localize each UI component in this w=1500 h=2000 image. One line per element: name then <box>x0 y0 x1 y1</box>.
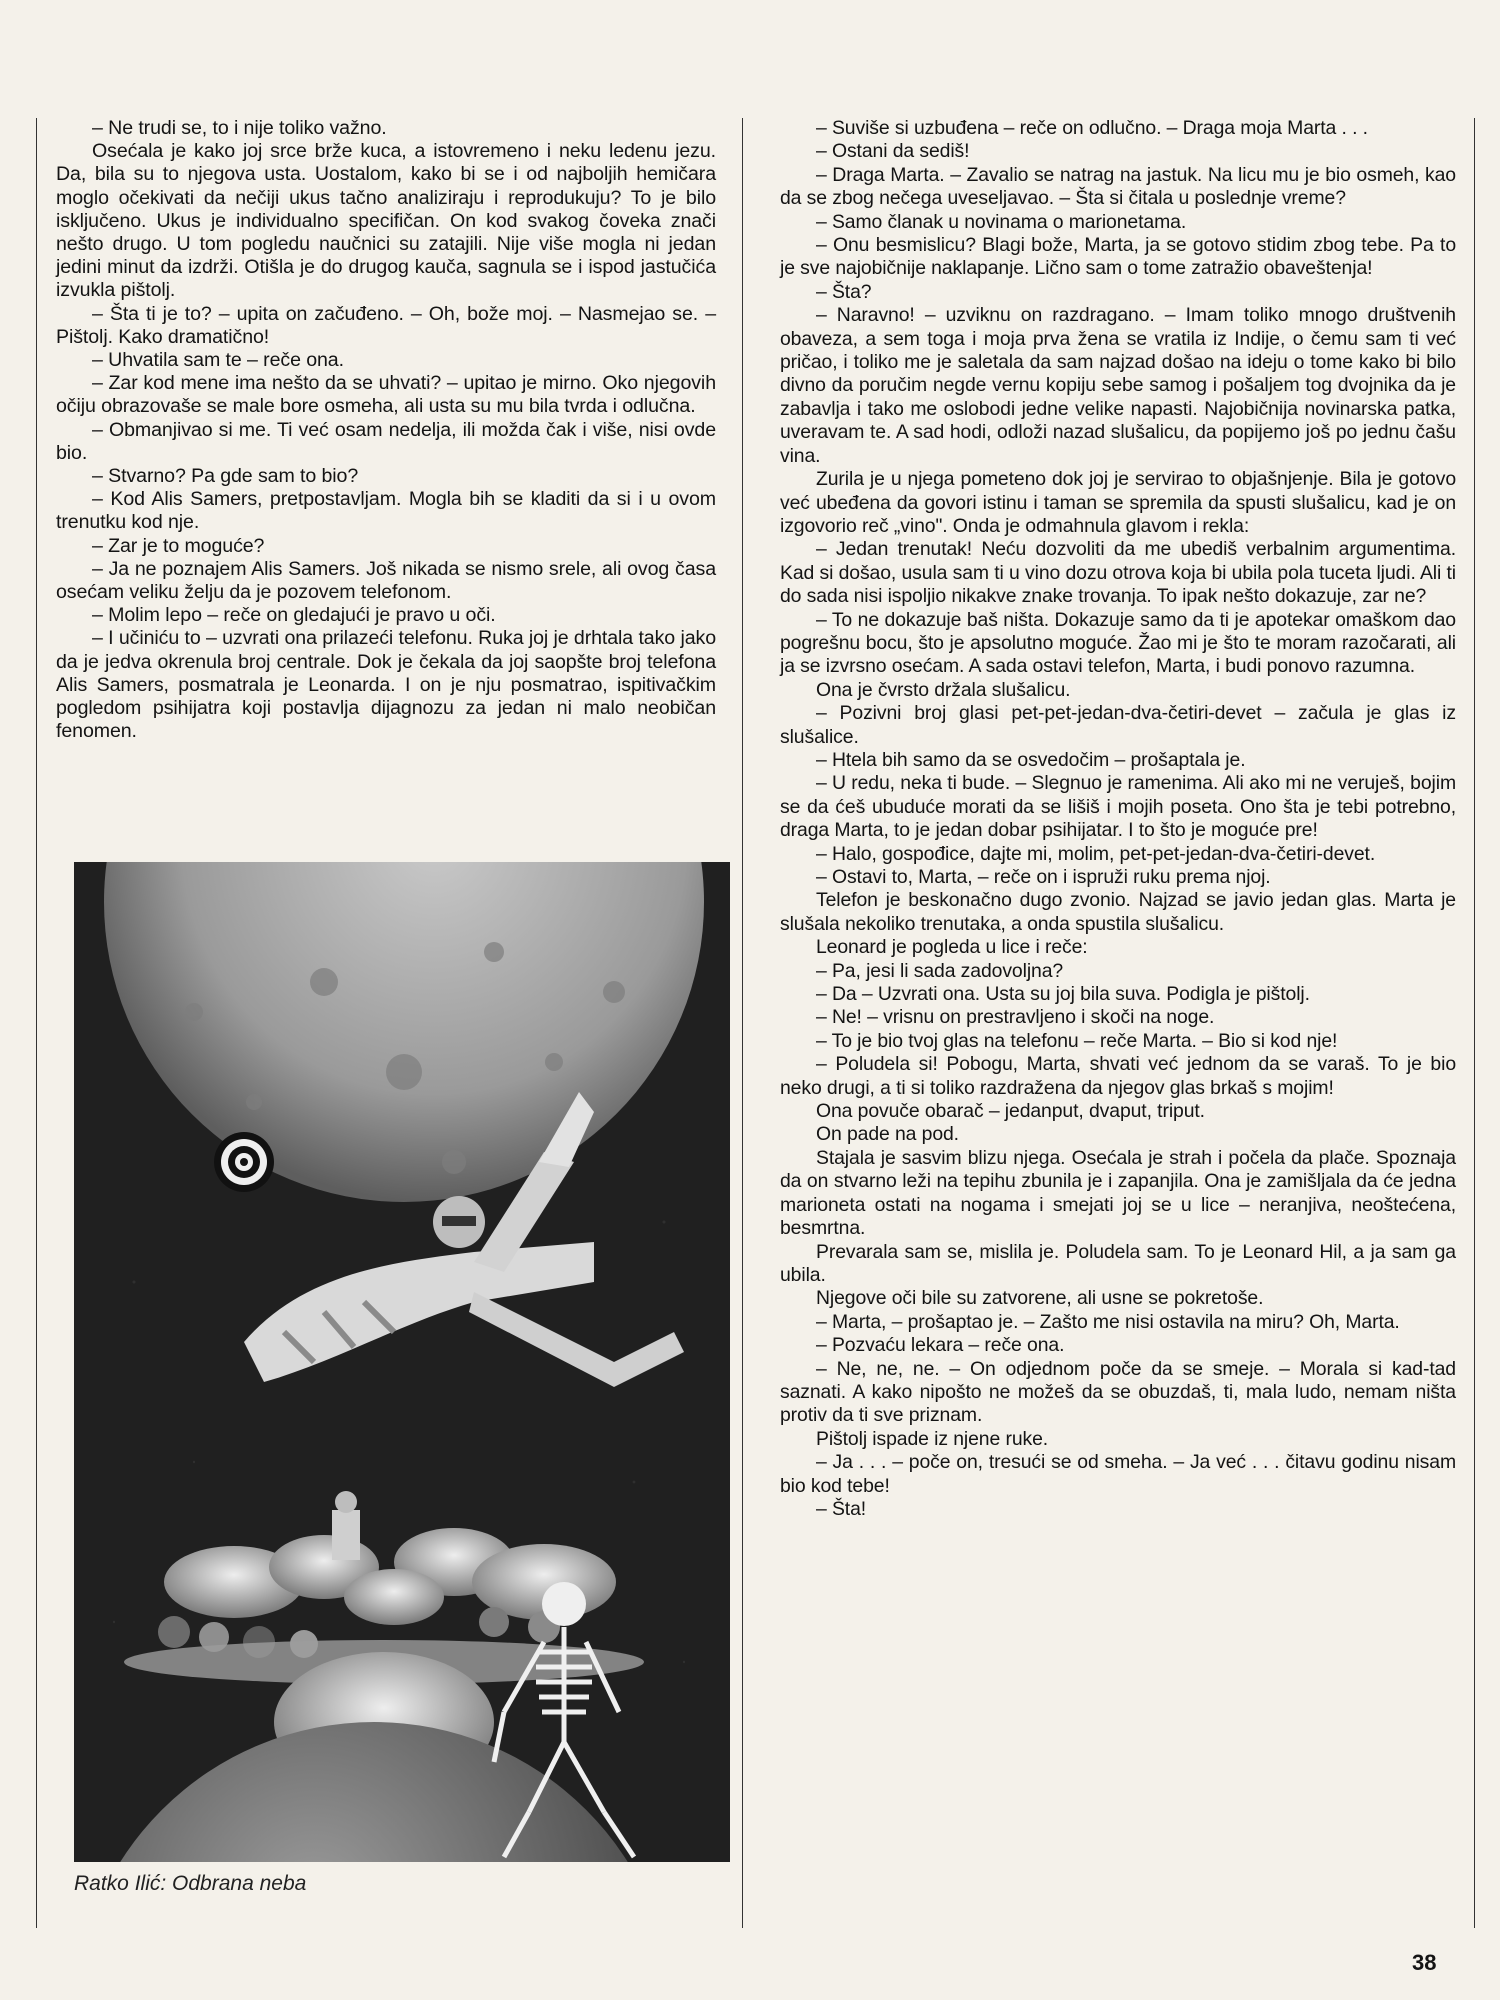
paragraph: – Ostavi to, Marta, – reče on i ispruži ruku prema njoj. <box>816 866 1271 888</box>
right-text-column <box>780 117 1456 1521</box>
paragraph: – Pozvaću lekara – reče ona. <box>816 1334 1065 1357</box>
paragraph: – Zar kod mene ima nešto da se uhvati? – upitao je mirno. Oko njegovih očiju obrazovaše se male bore osmeha, ali usta su mu bila tvrda i odlučna. <box>56 372 716 418</box>
paragraph: Osećala je kako joj srce brže kuca, a istovremeno i neku ledenu jezu. Da, bila su to njegova usta. Uostalom, kako bi se i od najboljih hemičara moglo očekivati da nečiji ukus tačno analiziraju i reprodukuju? To je bilo isključeno. Ukus je individualno specifičan. On kod svakog čoveka znači nešto drugo. U tom pogledu naučnici su zatajili. Nije više mogla ni jedan jedini minut da izdrži. Otišla je do drugog kauča, sagnula se i ispod jastučića izvukla pištolj. <box>56 140 716 302</box>
paragraph: – Onu besmislicu? Blagi bože, Marta, ja se gotovo stidim zbog tebe. Pa to je sve najobičnije naklapanje. Lično sam o tome zatražio obaveštenja! <box>780 234 1456 280</box>
paragraph: – Ostani da sediš! <box>816 140 970 163</box>
left-column-rule <box>36 118 37 1928</box>
illustration-caption: Ratko Ilić: Odbrana neba <box>74 1872 307 1895</box>
paragraph: – Šta! <box>816 1497 867 1520</box>
paragraph: – Ne, ne, ne. – On odjednom poče da se smeje. – Morala si kad-tad saznati. A kako nipošto ne možeš da se obuzdaš, ti, mala ludo, nemam ništa protiv da ti sve priznam. <box>780 1357 1456 1427</box>
paragraph: – Da – Uzvrati ona. Usta su joj bila suva. Podigla je pištolj. <box>816 983 1310 1006</box>
paragraph: – Pa, jesi li sada zadovoljna? <box>816 959 1064 982</box>
paragraph: Stajala je sasvim blizu njega. Osećala je strah i počela da plače. Spoznaja da on stvarno leži na tepihu zbunila je i zapanjila. Ona je zamišljala da će jedna marioneta ostati na nogama i smejati joj se u lice – neranjiva, neoštećena, besmrtna. <box>780 1146 1456 1240</box>
paragraph: Leonard je pogleda u lice i reče: <box>816 936 1088 959</box>
paragraph: – Htela bih samo da se osvedočim – prošaptala je. <box>816 748 1246 771</box>
paragraph: – Stvarno? Pa gde sam to bio? <box>92 465 359 488</box>
paragraph: – Poludela si! Pobogu, Marta, shvati već jednom da se varaš. To je bio neko drugi, a ti si toliko razdražena da njegov glas brkaš s mojim! <box>780 1053 1456 1099</box>
column-divider <box>742 118 743 1928</box>
paragraph: – Draga Marta. – Zavalio se natrag na jastuk. Na licu mu je bio osmeh, kao da se zbog nečega uveseljavao. – Šta si čitala u poslednje vreme? <box>780 163 1456 210</box>
page-number: 38 <box>1412 1950 1437 1975</box>
paragraph: Prevarala sam se, mislila je. Poludela sam. To je Leonard Hil, a ja sam ga ubila. <box>780 1240 1456 1286</box>
paragraph: Zurila je u njega pometeno dok joj je servirao to objašnjenje. Bila je gotovo već ubeđena da govori istinu i taman se spremila da spusti slušalicu, kad je on izgovorio reč „vino". Onda je odmahnula glavom i rekla: <box>780 468 1456 537</box>
paragraph: – I učiniću to – uzvrati ona prilazeći telefonu. Ruka joj je drhtala tako jako da je jedva okrenula broj centrale. Dok je čekala da joj saopšte broj telefona Alis Samers, posmatrala je Leonarda. I on je nju posmatrao, ispitivačkim pogledom psihijatra koji postavlja dijagnozu za jedan ni malo neobičan fenomen. <box>56 627 716 743</box>
paragraph: – Samo članak u novinama o marionetama. <box>816 210 1187 233</box>
paragraph: – Šta? <box>816 280 872 303</box>
paragraph: – Obmanjivao si me. Ti već osam nedelja, ili možda čak i više, nisi ovde bio. <box>56 418 716 464</box>
paragraph: – Molim lepo – reče on gledajući je pravo u oči. <box>92 604 496 627</box>
paragraph: – Zar je to moguće? <box>92 534 265 557</box>
paragraph: – Suviše si uzbuđena – reče on odlučno. – Draga moja Marta . . . <box>816 117 1368 139</box>
paragraph: Pištolj ispade iz njene ruke. <box>816 1427 1049 1450</box>
paragraph: – Pozivni broj glasi pet-pet-jedan-dva-četiri-devet – začula je glas iz slušalice. <box>780 702 1456 748</box>
paragraph: – Ne! – vrisnu on prestravljeno i skoči na noge. <box>816 1006 1215 1029</box>
paragraph: – Ja . . . – poče on, tresući se od smeha. – Ja već . . . čitavu godinu nisam bio kod tebe! <box>780 1451 1456 1497</box>
paragraph: – Naravno! – uzviknu on razdragano. – Imam toliko mnogo društvenih obaveza, a sem toga i moja prva žena se vratila iz Indije, o čemu sam ti već pričao, i toliko me je saletala da sam najzad došao na ideju o tome kako bi bilo divno da poručim negde vernu kopiju sebe samog i pošaljem tog dvojnika da je zabavlja i tako me oslobodi jedne velike napasti. Najobičnija novinarska patka, uveravam te. A sad hodi, odloži nazad slušalicu, da popijemo još po jednu čašu vina. <box>780 304 1456 467</box>
paragraph: – U redu, neka ti bude. – Slegnuo je ramenima. Ali ako mi ne veruješ, bojim se da ćeš ubuduće morati da se lišiš i mojih poseta. Ono šta je tebi potrebno, draga Marta, to je jedan dobar psihijatar. I to što je moguće pre! <box>780 772 1456 842</box>
target-symbol <box>214 1132 274 1192</box>
paragraph: Ona je čvrsto držala slušalicu. <box>816 678 1071 701</box>
paragraph: – Jedan trenutak! Neću dozvoliti da me ubediš verbalnim argumentima. Kad si došao, usula sam ti u vino dozu otrova koja bi ubila pola tuceta ljudi. Ali ti do sada nisi ispoljio nikakve znake trovanja. To ipak nešto dokazuje, zar ne? <box>780 538 1456 608</box>
paragraph: – To ne dokazuje baš ništa. Dokazuje samo da ti je apotekar omaškom dao pogrešnu bocu, što je apsolutno moguće. Žao mi je što te moram razočarati, ali ja se izvrsno osećam. A sada ostavi telefon, Marta, i budi ponovo razumna. <box>780 608 1456 678</box>
paragraph: On pade na pod. <box>816 1123 959 1146</box>
right-column-rule <box>1474 118 1475 1928</box>
collage-artwork <box>74 862 730 1862</box>
paragraph: Telefon je beskonačno dugo zvonio. Najzad se javio jedan glas. Marta je slušala nekoliko trenutaka, a onda spustila slušalicu. <box>780 889 1456 935</box>
paragraph: – Šta ti je to? – upita on začuđeno. – Oh, bože moj. – Nasmejao se. – Pištolj. Kako dramatično! <box>56 302 716 348</box>
paragraph: – Ne trudi se, to i nije toliko važno. <box>92 117 387 139</box>
paragraph: Ona povuče obarač – jedanput, dvaput, triput. <box>816 1100 1205 1123</box>
paragraph: – Kod Alis Samers, pretpostavljam. Mogla bih se kladiti da si i u ovom trenutku kod nje. <box>56 488 716 534</box>
paragraph: Njegove oči bile su zatvorene, ali usne se pokretoše. <box>816 1287 1264 1310</box>
paragraph: – Halo, gospođice, dajte mi, molim, pet-pet-jedan-dva-četiri-devet. <box>816 842 1376 865</box>
left-text-column <box>56 117 716 743</box>
paragraph: – To je bio tvoj glas na telefonu – reče Marta. – Bio si kod nje! <box>816 1029 1338 1052</box>
collage-illustration <box>74 862 730 1862</box>
paragraph: – Marta, – prošaptao je. – Zašto me nisi ostavila na miru? Oh, Marta. <box>816 1310 1400 1333</box>
paragraph: – Uhvatila sam te – reče ona. <box>92 349 344 372</box>
paragraph: – Ja ne poznajem Alis Samers. Još nikada se nismo srele, ali ovog časa osećam veliku želju da je pozovem telefonom. <box>56 557 716 604</box>
